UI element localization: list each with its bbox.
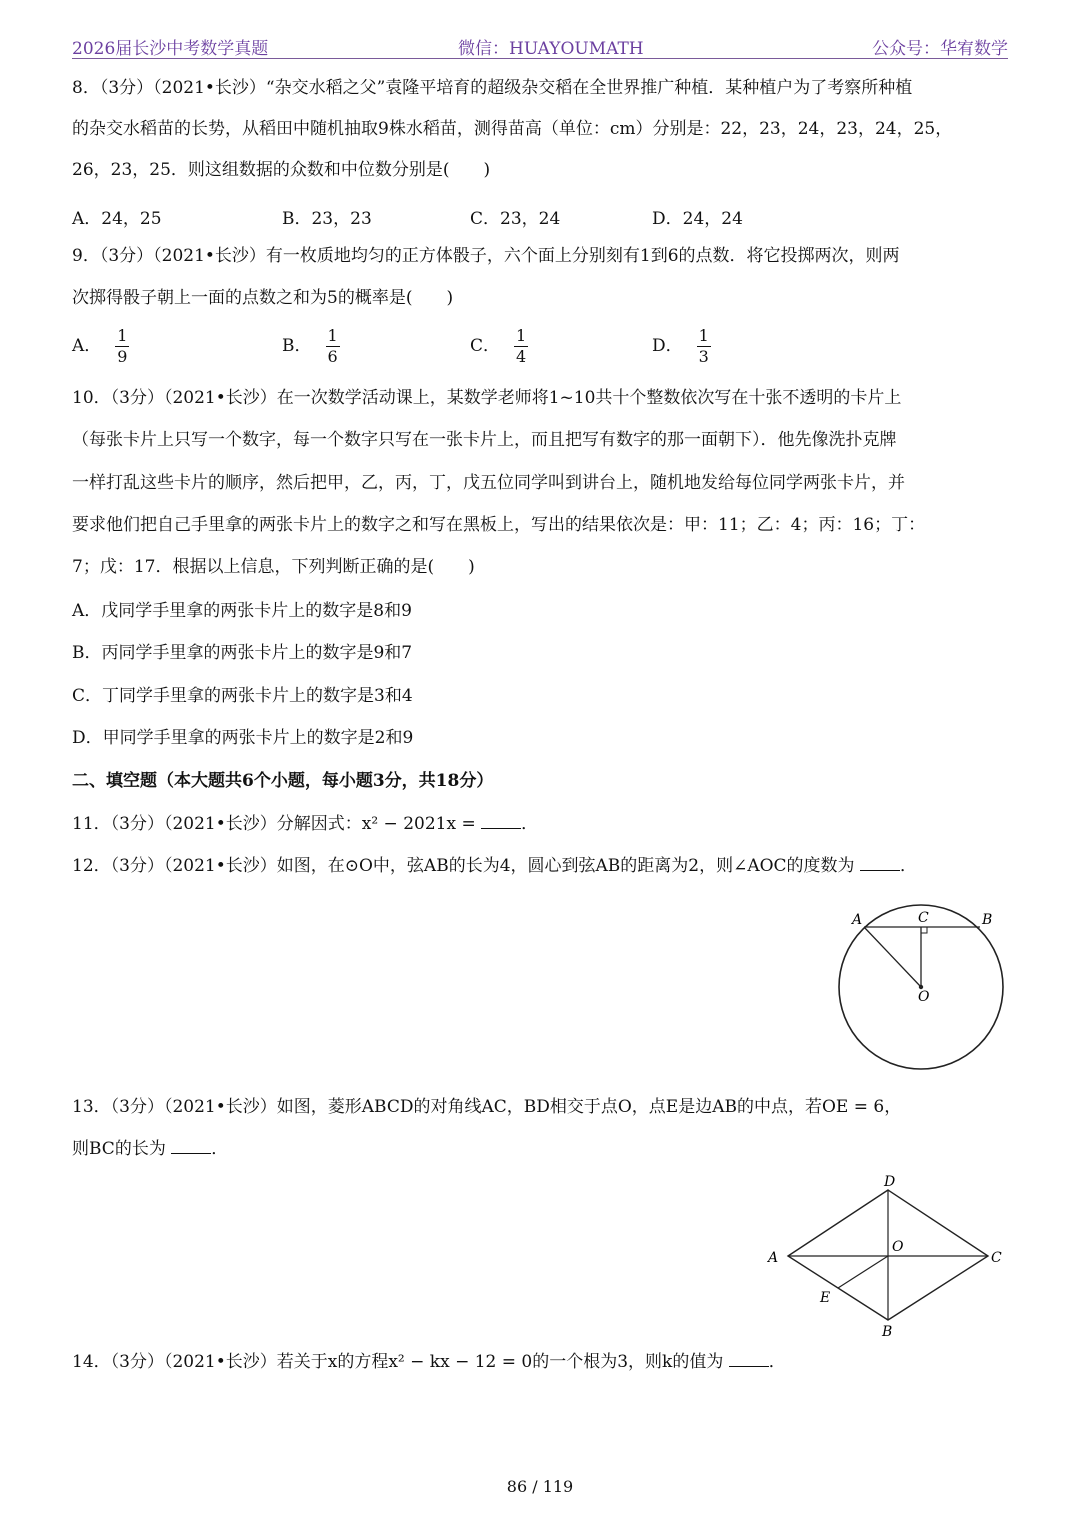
q9-option-d: D． $\frac{1}{3}$ xyxy=(652,326,709,366)
q8-option-a: A．24，25 xyxy=(72,209,162,229)
q14: 14．（3分）（2021•长沙）若关于x的方程x² − kx − 12 = 0的一个根为3，则k的值为 ． xyxy=(72,1352,786,1372)
q10-line5: 7；戊：17．根据以上信息，下列判断正确的是( ) xyxy=(72,557,475,577)
page-header xyxy=(72,32,1008,59)
q8-option-d: D．24，24 xyxy=(652,209,743,229)
q12: 12．（3分）（2021•长沙）如图，在⊙O中，弦AB的长为4，圆心到弦AB的距离为2，则∠AOC的度数为 ． xyxy=(72,856,917,876)
fraction: $\frac{1}{6}$ xyxy=(327,326,338,366)
label-o: O xyxy=(892,1239,904,1255)
q10-option-c: C．丁同学手里拿的两张卡片上的数字是3和4 xyxy=(72,686,413,706)
q8-line3: 26，23，25．则这组数据的众数和中位数分别是( ) xyxy=(72,160,491,180)
q10-option-d: D．甲同学手里拿的两张卡片上的数字是2和9 xyxy=(72,728,414,748)
q10-option-b: B．丙同学手里拿的两张卡片上的数字是9和7 xyxy=(72,643,413,663)
label-b: B xyxy=(882,1324,893,1340)
label-d: D xyxy=(884,1174,896,1190)
label-c: C xyxy=(918,910,929,926)
q10-line1: 10．（3分）（2021•长沙）在一次数学活动课上，某数学老师将1~10共十个整数依次写在十张不透明的卡片上 xyxy=(72,388,902,408)
q8-line1: 8．（3分）（2021•长沙）“杂交水稻之父”袁隆平培育的超级杂交稻在全世界推广种植．某种植户为了考察所种植 xyxy=(72,78,913,98)
page-number: 86 / 119 xyxy=(506,1477,574,1496)
fraction: $\frac{1}{4}$ xyxy=(516,326,527,366)
answer-blank xyxy=(171,1137,211,1154)
q8-option-b: B．23，23 xyxy=(282,209,372,229)
q10-line4: 要求他们把自己手里拿的两张卡片上的数字之和写在黑板上，写出的结果依次是：甲：11；乙：4；丙：16；丁： xyxy=(72,515,926,535)
label-e: E xyxy=(820,1290,831,1306)
segment-oa xyxy=(864,927,921,987)
label-a: A xyxy=(852,912,863,928)
q11: 11．（3分）（2021•长沙）分解因式：x² − 2021x = ． xyxy=(72,814,539,834)
header-wechat: 微信：HUAYOUMATH xyxy=(458,39,644,59)
label-b: B xyxy=(982,912,993,928)
right-angle-mark xyxy=(921,927,927,933)
fraction: $\frac{1}{9}$ xyxy=(117,326,128,366)
q12-circle-figure xyxy=(830,900,1020,1080)
answer-blank xyxy=(860,854,900,871)
answer-blank xyxy=(729,1350,769,1367)
q10-line3: 一样打乱这些卡片的顺序，然后把甲，乙，丙，丁，戊五位同学叫到讲台上，随机地发给每位同学两张卡片，并 xyxy=(72,473,905,493)
label-c: C xyxy=(991,1250,1002,1266)
q9-line2: 次掷得骰子朝上一面的点数之和为5的概率是( ) xyxy=(72,288,454,308)
header-account: 公众号：华宥数学 xyxy=(872,39,1008,59)
label-o: O xyxy=(918,989,930,1005)
section-title: 二、填空题（本大题共6个小题，每小题3分，共18分） xyxy=(72,771,494,791)
q13-line1: 13．（3分）（2021•长沙）如图，菱形ABCD的对角线AC，BD相交于点O，点E是边AB的中点，若OE = 6， xyxy=(72,1097,902,1117)
q13-rhombus-figure xyxy=(760,1170,1010,1340)
q8-option-c: C．23，24 xyxy=(470,209,561,229)
q9-option-c: C． $\frac{1}{4}$ xyxy=(470,326,527,366)
q9-option-b: B． $\frac{1}{6}$ xyxy=(282,326,338,366)
segment-oe xyxy=(838,1256,888,1288)
fraction: $\frac{1}{3}$ xyxy=(698,326,709,366)
q8-line2: 的杂交水稻苗的长势，从稻田中随机抽取9株水稻苗，测得苗高（单位：cm）分别是：22，23，24，23，24，25， xyxy=(72,119,953,139)
q10-line2: （每张卡片上只写一个数字，每一个数字只写在一张卡片上，而且把写有数字的那一面朝下）．他先像洗扑克牌 xyxy=(72,430,897,450)
q9-option-a: A． $\frac{1}{9}$ xyxy=(72,326,128,366)
answer-blank xyxy=(481,812,521,829)
q10-option-a: A．戊同学手里拿的两张卡片上的数字是8和9 xyxy=(72,601,412,621)
header-left: 2026届长沙中考数学真题 xyxy=(72,39,269,59)
q13-line2: 则BC的长为 ． xyxy=(72,1139,229,1159)
label-a: A xyxy=(768,1250,779,1266)
q9-line1: 9．（3分）（2021•长沙）有一枚质地均匀的正方体骰子，六个面上分别刻有1到6的点数．将它投掷两次，则两 xyxy=(72,246,900,266)
